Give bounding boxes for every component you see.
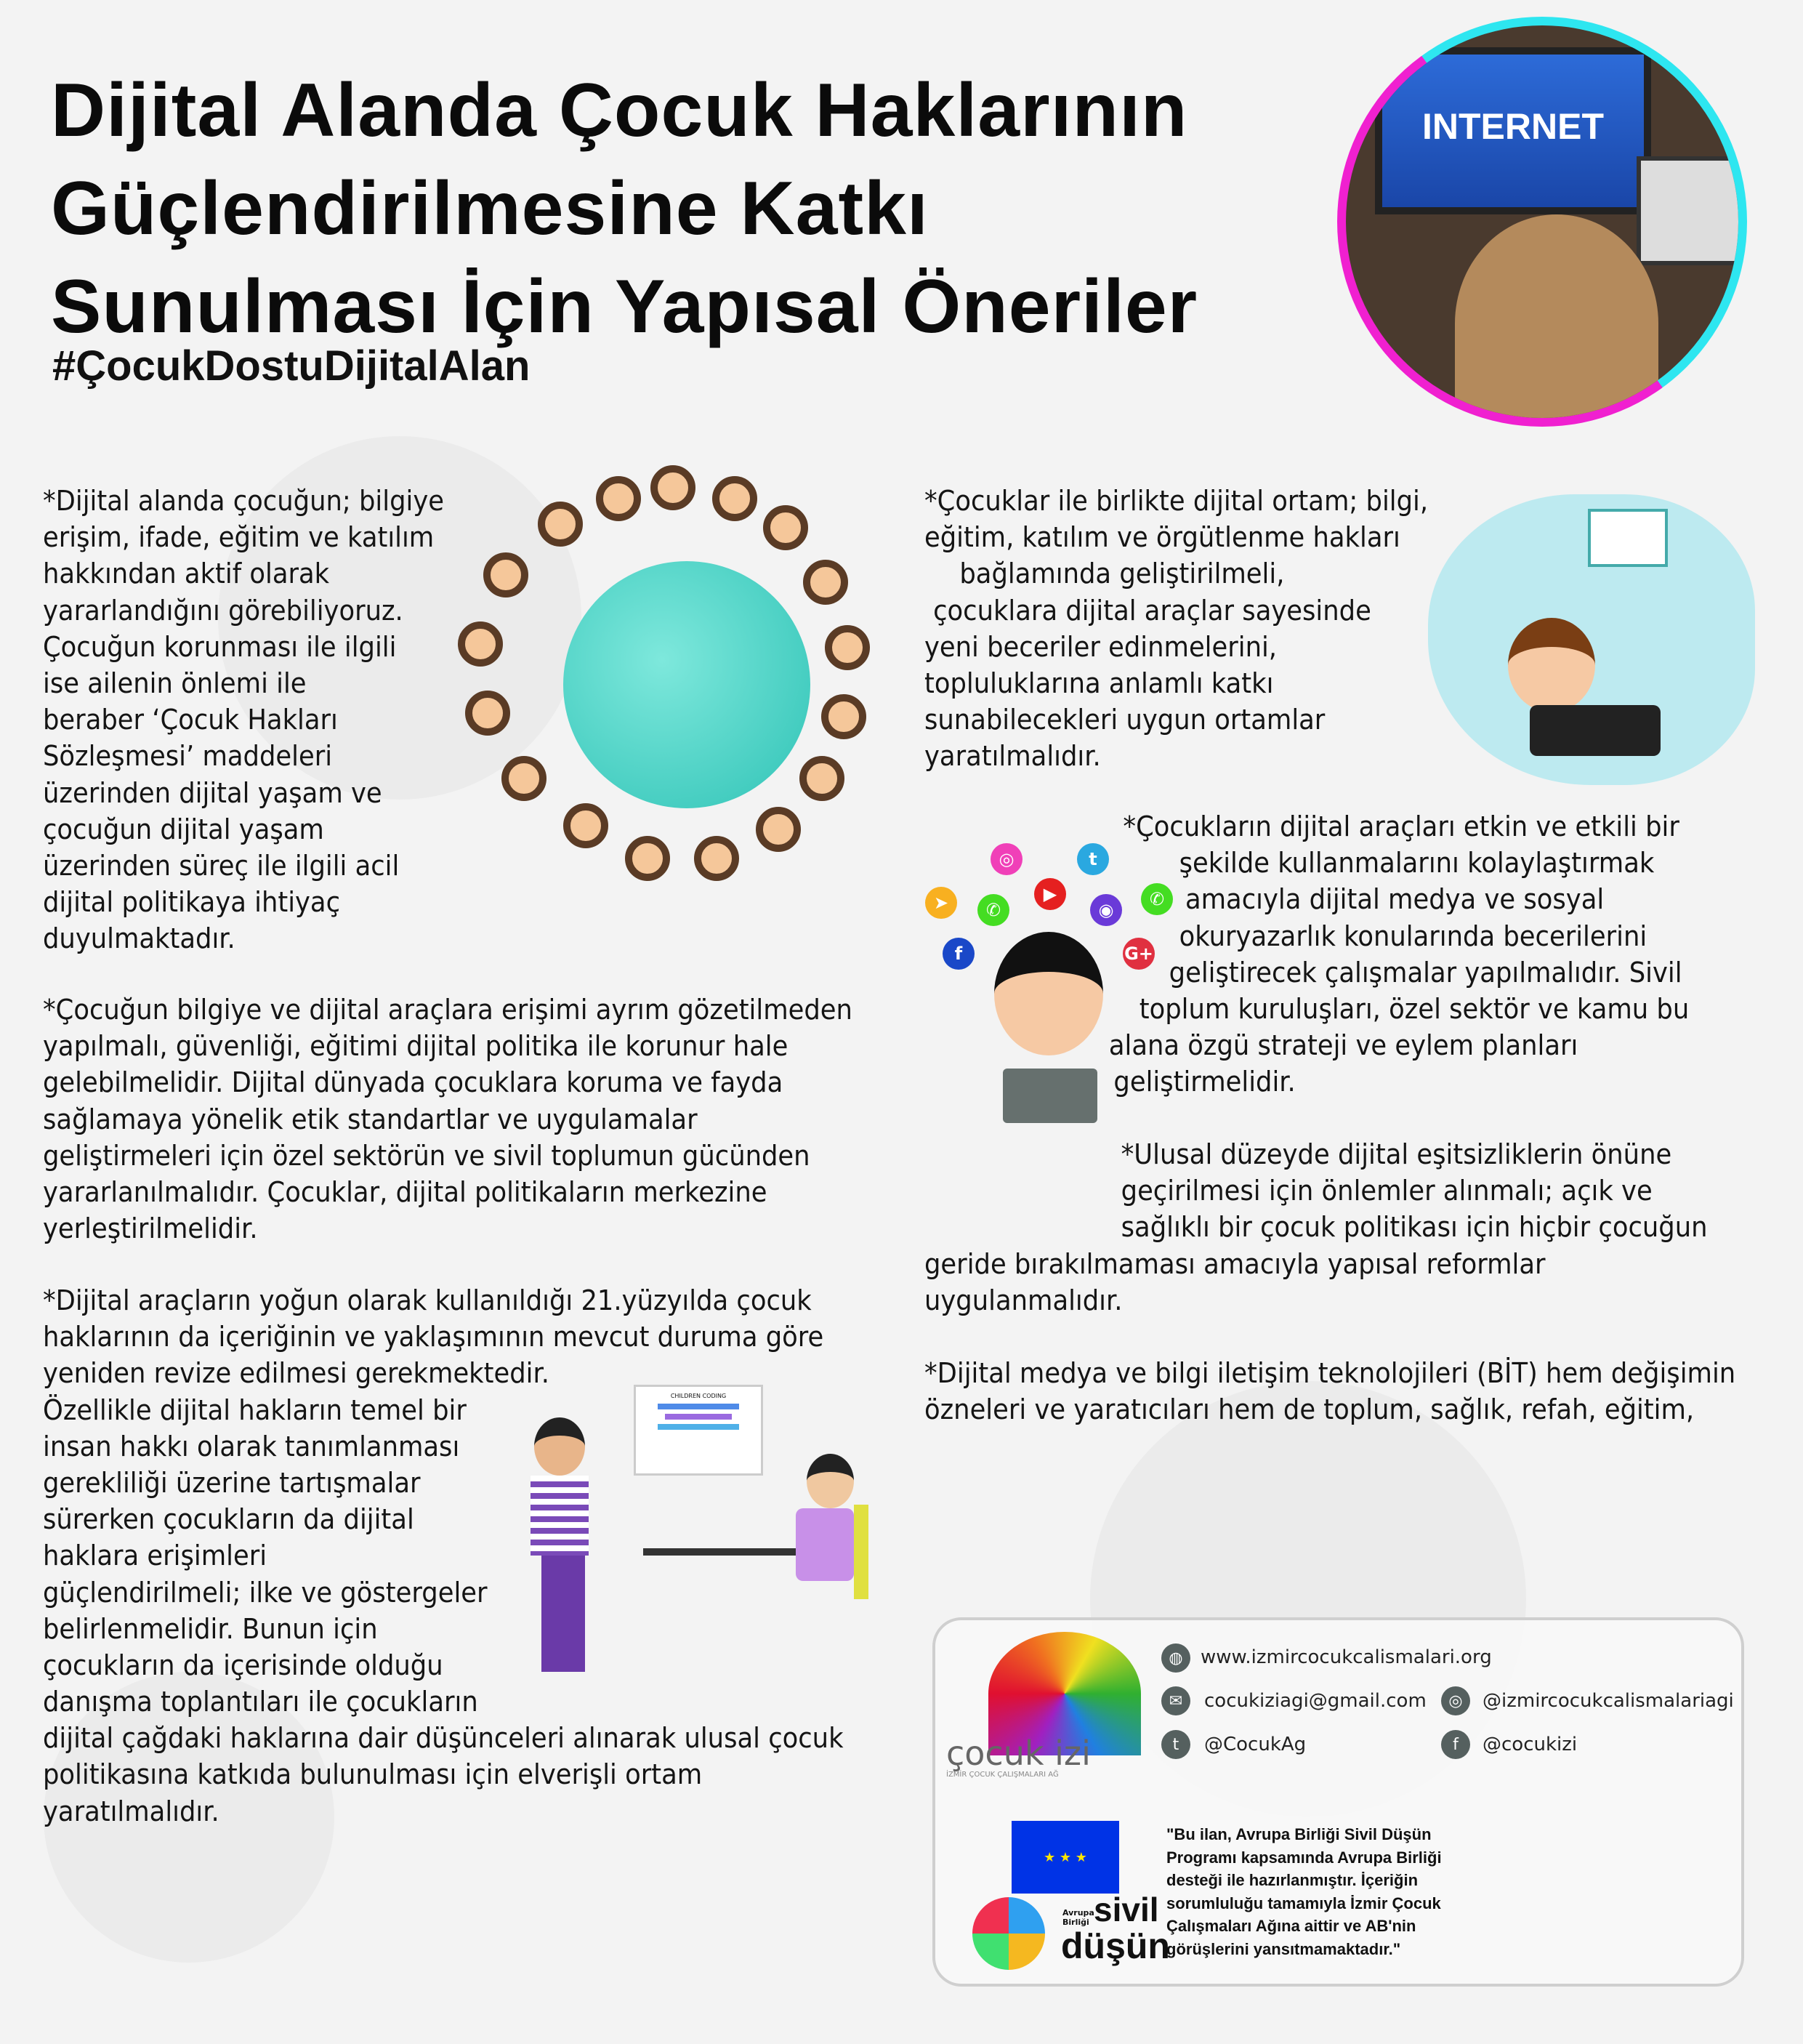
monitor [1375,47,1651,214]
text-line: çocukların da içerisinde olduğu [43,1649,443,1681]
twitter-icon: t [1161,1730,1190,1759]
text-line: dijital çağdaki haklarına dair düşünceleri alınarak ulusal çocuk [43,1722,844,1755]
twitter-link[interactable]: @CocukAg [1204,1734,1307,1755]
paragraph-left-1 [43,483,444,957]
text-line: yeni beceriler edinmelerini, [924,630,1278,663]
text-line: geliştirmeleri için özel sektörün ve sivil toplumun gücünden [43,1139,810,1172]
text-line: çocuklara dijital araçlar sayesinde [933,594,1371,627]
eu-flag: ★ ★ ★ [1012,1821,1119,1894]
text-line: yapılmalı, güvenliği, eğitimi dijital politika ile korunur hale [43,1030,788,1063]
phone-icon: ✆ [977,894,1009,926]
text-line: *Ulusal düzeyde dijital eşitsizliklerin önüne [1121,1138,1672,1170]
text-line: politikasına katkıda bulunulması için elverişli ortam [43,1758,703,1791]
text-line: insan hakkı olarak tanımlanması [43,1430,460,1462]
text-line: okuryazarlık konularında becerilerini [1179,920,1647,952]
facebook-icon: f [943,938,975,970]
text-line: yaratılmalıdır. [924,740,1101,773]
text-line: yerleştirilmelidir. [43,1212,258,1245]
text-line: erişim, ifade, eğitim ve katılım [43,521,435,554]
title-line: Güçlendirilmesine Katkı [51,166,929,251]
text-line: dijital politikaya ihtiyaç [43,886,341,919]
child-head [1455,214,1658,418]
book [1588,509,1668,567]
child-figure [483,552,528,597]
mail-icon: ✉ [1161,1686,1190,1715]
text-line: desteği ile hazırlanmıştır. İçeriğin [1166,1871,1419,1889]
text-line: uygulanmalıdır. [924,1284,1123,1316]
text-line: şekilde kullanmalarını kolaylaştırmak [1179,847,1655,880]
globe-icon: ◍ [1161,1643,1190,1673]
instagram-icon: ◉ [1090,894,1122,926]
disclaimer [1166,1823,1442,1960]
text-line: topluluklarına anlamlı katkı [924,667,1274,699]
child-figure [803,560,848,605]
email-link[interactable]: cocukiziagi@gmail.com [1204,1690,1427,1712]
text-line: gelebilmelidir. Dijital dünyada çocuklara koruma ve fayda [43,1066,783,1099]
text-line: *Dijital araçların yoğun olarak kullanıldığı 21.yüzyılda çocuk [43,1284,812,1316]
text-line: geliştirmelidir. [1113,1066,1296,1098]
logo-name: çocuk izi [946,1734,1091,1773]
child-figure [501,756,546,801]
text-line: *Çocuğun bilgiye ve dijital araçlara erişimi ayrım gözetilmeden [43,994,852,1026]
photo-frame [1346,25,1738,418]
text-line: geride bırakılmaması amacıyla yapısal reformlar [924,1247,1546,1280]
text-line: Özellikle dijital hakların temel bir [43,1393,467,1426]
paragraph-left-3 [43,1282,844,1830]
text-line: Programı kapsamında Avrupa Birliği [1166,1848,1442,1867]
text-line: yararlandığını görebiliyoruz. [43,594,403,627]
boy-laptop-illustration [1428,494,1755,785]
boy-head [1508,618,1595,712]
title-line: Dijital Alanda Çocuk Haklarının [51,68,1188,153]
youtube-icon: ▶ [1034,878,1066,910]
text-line: sağlıklı bir çocuk politikası için hiçbir çocuğun [1121,1211,1708,1244]
twitter-icon: t [1077,843,1109,875]
text-line: sağlamaya yönelik etik standartlar ve uygulamalar [43,1103,698,1135]
dribbble-icon: ◎ [991,843,1022,875]
paragraph-left-2 [43,991,852,1247]
instagram-icon: ◎ [1441,1686,1470,1715]
text-line: gerekliliği üzerine tartışmalar [43,1466,421,1499]
google-plus-icon: G+ [1123,938,1155,970]
text-line: ise ailenin önlemi ile [43,667,307,699]
website-link[interactable]: www.izmircocukcalismalari.org [1201,1646,1492,1668]
text-line: *Çocukların dijital araçları etkin ve etkili bir [1123,810,1679,842]
text-line: yeniden revize edilmesi gerekmektedir. [43,1357,550,1390]
internet-photo [1337,17,1747,427]
text-line: *Dijital medya ve bilgi iletişim teknolojileri (BİT) hem değişimin [924,1357,1736,1389]
text-line: sivil [1094,1891,1159,1928]
child-figure [825,625,870,670]
paragraph-right-1 [924,483,1428,775]
text-line: geçirilmesi için önlemler alınmalı; açık ve [1121,1175,1653,1207]
board-text: CHILDREN CODING [670,1393,727,1399]
text-line: danışma toplantıları ile çocukların [43,1686,478,1718]
text-line: hakkından aktif olarak [43,558,330,590]
laptop [1637,156,1738,265]
child-figure [625,836,670,881]
text-line: *Çocuklar ile birlikte dijital ortam; bilgi, [924,485,1429,517]
text-line: Avrupa Birliği [1062,1908,1094,1927]
child-figure [563,803,608,848]
text-line: duyulmaktadır. [43,922,235,955]
paragraph-right-3 [924,1136,1708,1319]
telegram-icon: ➤ [925,887,957,919]
child-figure [756,807,801,852]
text-line: haklarının da içeriğinin ve yaklaşımının mevcut duruma göre [43,1321,824,1353]
globe [563,561,810,808]
screen-text: INTERNET [1422,106,1604,147]
text-line: düşün [1061,1926,1170,1966]
laptop [1530,705,1661,756]
text-line: toplum kuruluşları, özel sektör ve kamu bu [1139,992,1690,1025]
child-figure [596,476,641,521]
text-line: haklara erişimleri [43,1540,267,1572]
text-line: Çalışmaları Ağına aittir ve AB'nin [1166,1917,1416,1935]
child-figure [465,691,510,736]
child-figure [712,476,757,521]
text-line: sunabilecekleri uygun ortamlar [924,704,1326,736]
text-line: "Bu ilan, Avrupa Birliği Sivil Düşün [1166,1825,1432,1843]
text-line: yararlanılmalıdır. Çocuklar, dijital politikaların merkezine [43,1175,767,1208]
paragraph-right-4 [924,1355,1735,1428]
text-line: bağlamında geliştirilmeli, [959,558,1285,590]
text-line: sürerken çocukların da dijital [43,1503,414,1536]
title-line: Sunulması İçin Yapısal Öneriler [51,265,1198,349]
page-title [51,62,1198,356]
puzzle-graphic [972,1897,1045,1970]
text-line: görüşlerini yansıtmamaktadır." [1166,1939,1401,1958]
text-line: üzerinden süreç ile ilgili acil [43,849,400,882]
text-line: eğitim, katılım ve örgütlenme hakları [924,521,1400,554]
whatsapp-icon: ✆ [1141,883,1173,915]
text-line: *Dijital alanda çocuğun; bilgiye [43,485,444,517]
text-line: özneleri ve yaratıcıları hem de toplum, sağlık, refah, eğitim, [924,1393,1695,1426]
text-line: yaratılmalıdır. [43,1795,219,1827]
text-line: Çocuğun korunması ile ilgili [43,630,397,663]
child-figure [763,505,808,550]
child-figure [538,502,583,547]
paragraph-right-2 [924,808,1689,1101]
text-line: güçlendirilmeli; ilke ve göstergeler [43,1576,488,1609]
text-line: Sözleşmesi’ maddeleri [43,740,333,773]
child-figure [650,465,695,510]
text-line: geliştirecek çalışmalar yapılmalıdır. Sivil [1169,956,1682,989]
facebook-link[interactable]: @cocukizi [1483,1734,1578,1755]
child-figure [694,836,739,881]
text-line: üzerinden dijital yaşam ve [43,776,382,809]
instagram-link[interactable]: @izmircocukcalismalariagi [1483,1690,1734,1712]
child-figure [821,694,866,739]
text-line: çocuğun dijital yaşam [43,813,324,845]
hashtag: #ÇocukDostuDijitalAlan [52,342,531,390]
text-line: amacıyla dijital medya ve sosyal [1185,883,1605,916]
text-line: beraber ‘Çocuk Hakları [43,704,338,736]
text-line: alana özgü strateji ve eylem planları [1108,1029,1578,1062]
text-line: belirlenmelidir. Bunun için [43,1612,378,1645]
text-line: sorumluluğu tamamıyla İzmir Çocuk [1166,1894,1441,1912]
child-figure [458,621,503,667]
facebook-icon: f [1441,1730,1470,1759]
logo-subtitle: İZMİR ÇOCUK ÇALIŞMALARI AĞ [946,1771,1059,1779]
child-figure [799,756,844,801]
